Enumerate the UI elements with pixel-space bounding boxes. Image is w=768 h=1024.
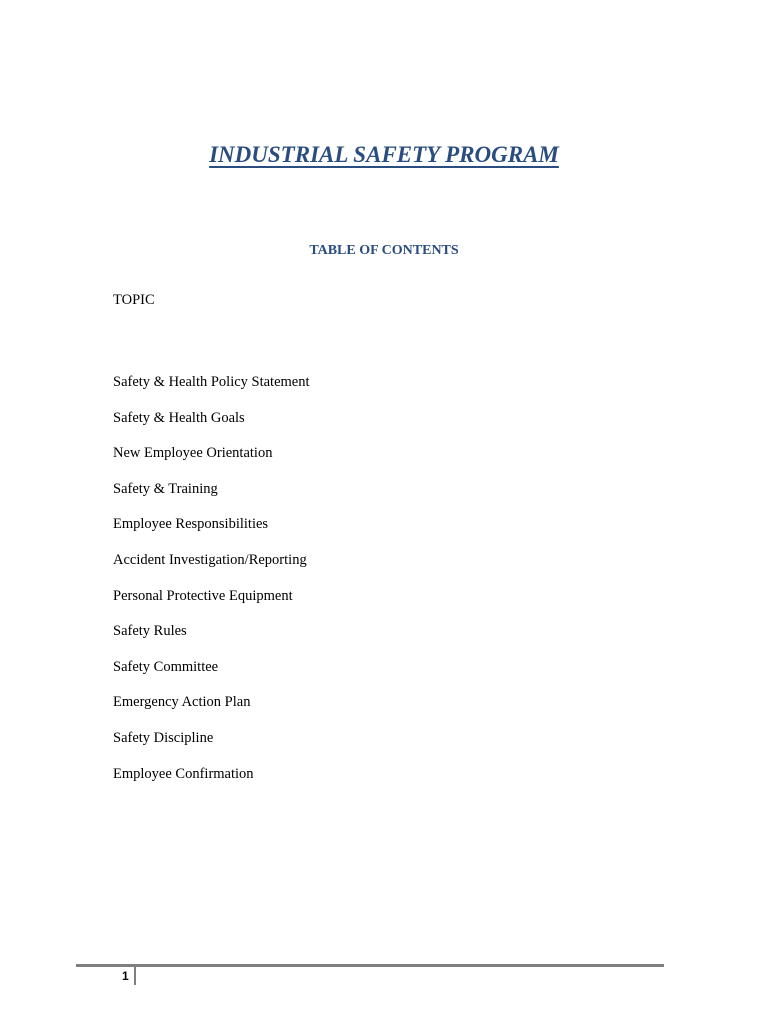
table-of-contents-heading: TABLE OF CONTENTS [309, 243, 459, 258]
toc-item: Emergency Action Plan [113, 694, 251, 711]
toc-item: New Employee Orientation [113, 445, 273, 462]
page-number: 1 [122, 969, 129, 983]
toc-item: Safety & Health Policy Statement [113, 374, 310, 390]
toc-item: Safety Discipline [113, 729, 214, 746]
toc-item: Safety & Training [113, 480, 218, 497]
toc-item: Personal Protective Equipment [113, 587, 293, 604]
toc-item: Safety Rules [113, 623, 187, 640]
toc-item: Safety Committee [113, 658, 219, 675]
page-number-divider [134, 967, 136, 985]
toc-item: Employee Confirmation [113, 765, 254, 782]
topic-column-label: TOPIC [113, 292, 155, 308]
footer-rule [76, 964, 664, 967]
toc-item: Accident Investigation/Reporting [113, 551, 307, 568]
toc-list [113, 373, 310, 800]
toc-item: Employee Responsibilities [113, 516, 269, 533]
document-title: INDUSTRIAL SAFETY PROGRAM [209, 142, 559, 167]
toc-item: Safety & Health Goals [113, 409, 245, 426]
